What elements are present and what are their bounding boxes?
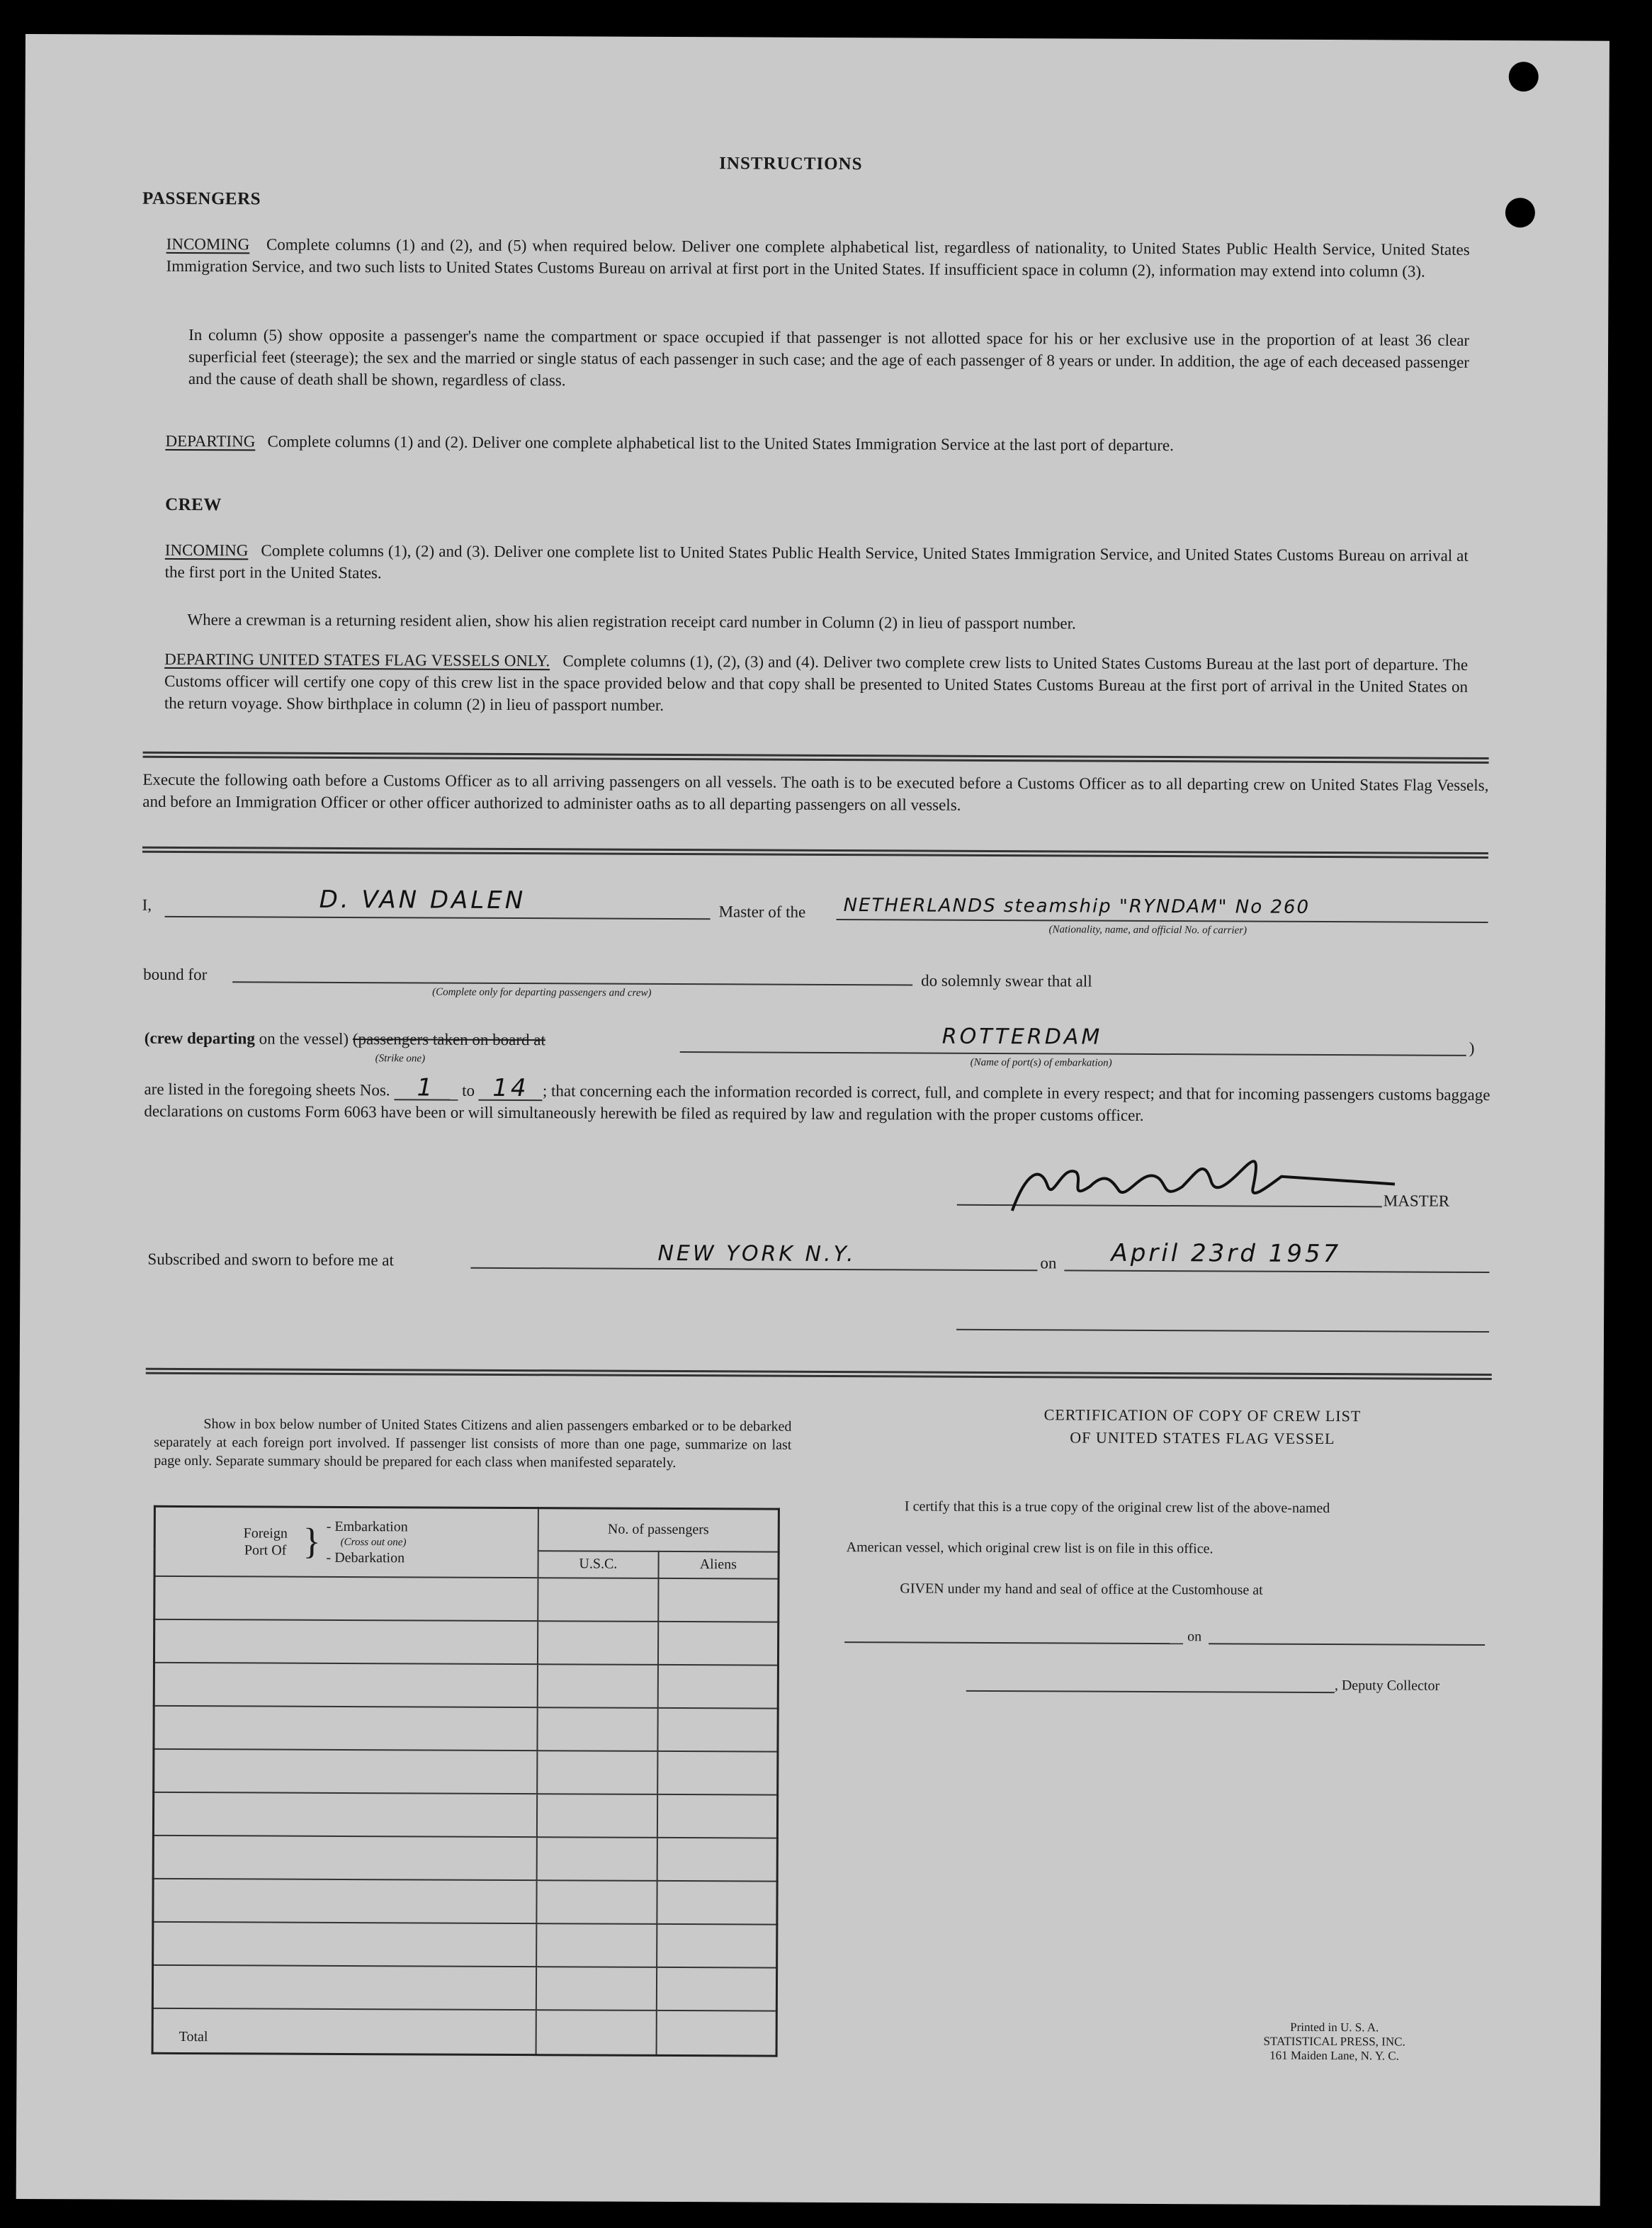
table-row <box>154 1619 778 1665</box>
total-usc-cell[interactable] <box>536 2010 657 2056</box>
aliens-header: Aliens <box>658 1551 779 1578</box>
printer-line-1: Printed in U. S. A. <box>1290 2020 1379 2035</box>
port-cell[interactable] <box>154 1748 538 1793</box>
total-row <box>152 2008 776 2056</box>
master-of-label: Master of the <box>718 903 806 921</box>
crew-departing-option <box>145 1029 545 1049</box>
certification-title-2: OF UNITED STATES FLAG VESSEL <box>1070 1428 1335 1448</box>
usc-cell[interactable] <box>538 1664 658 1708</box>
total-aliens-cell[interactable] <box>656 2010 776 2056</box>
passengers-taken-label: (passengers taken on board at <box>352 1030 545 1049</box>
certification-line-2: American vessel, which original crew list is on file in this office. <box>846 1539 1213 1557</box>
section-divider <box>143 752 1489 764</box>
port-cell[interactable] <box>154 1576 538 1620</box>
sworn-label: Subscribed and sworn to before me at <box>147 1250 394 1269</box>
crew-departing-label: DEPARTING UNITED STATES FLAG VESSELS ONLY. <box>164 650 550 670</box>
passengers-departing-text: Complete columns (1) and (2). Deliver one complete alphabetical list to the United States Immigration Service at the last port of departure. <box>267 432 1174 455</box>
total-label: Total <box>152 2008 536 2054</box>
crew-departing-text: Complete columns (1), (2), (3) and (4). Deliver two complete crew lists to United States Customs Bureau at the last port of departure. The Customs officer will certify one copy of this crew list in the space provided below and that copy shall be presented to United States Customs Bureau at the first port of arrival in the United States on the return voyage. Show birthplace in column (2) in lieu of passport number. <box>164 652 1469 714</box>
port-cell[interactable] <box>154 1705 538 1750</box>
aliens-cell[interactable] <box>657 1794 777 1838</box>
usc-cell[interactable] <box>536 1923 657 1967</box>
punch-hole <box>1505 198 1535 227</box>
summary-instructions: Show in box below number of United States Citizens and alien passengers embarked or to be debarked separately at each foreign port involved. If passenger list consists of more than one page, summarize on last page only. Separate summary should be prepared for each class when manifested separately. <box>154 1416 792 1471</box>
port-cell[interactable] <box>154 1619 538 1663</box>
oath-intro: Execute the following oath before a Customs Officer as to all arriving passengers on all vessels. The oath is to be executed before a Customs Officer as to all departing crew on United States Flag Vessels, and before an Immigration Officer or other officer authorized to administer oaths as to all departing passengers on all vessels. <box>142 770 1489 814</box>
usc-cell[interactable] <box>538 1578 658 1622</box>
foreign-port-label: Foreign Port Of <box>243 1525 288 1559</box>
table-row <box>154 1662 778 1708</box>
aliens-cell[interactable] <box>657 1837 777 1881</box>
sheet-to: 14 <box>479 1078 543 1101</box>
passengers-departing-label: DEPARTING <box>165 431 256 451</box>
crew-resident-paragraph: Where a crewman is a returning resident alien, show his alien registration receipt card number in Column (2) in lieu of passport number. <box>187 611 1076 633</box>
listed-paragraph <box>144 1073 1490 1128</box>
port-cell[interactable] <box>152 1964 536 2009</box>
table-row <box>154 1748 778 1794</box>
port-cell[interactable] <box>153 1878 537 1923</box>
certification-line-3: GIVEN under my hand and seal of office at the Customhouse at <box>900 1580 1263 1598</box>
close-paren: ) <box>1469 1039 1475 1057</box>
aliens-cell[interactable] <box>658 1578 779 1622</box>
table-row <box>154 1705 778 1751</box>
swear-label: do solemnly swear that all <box>921 971 1092 990</box>
crew-incoming-text: Complete columns (1), (2) and (3). Deliver one complete list to United States Public Health Service, United States Immigration Service, and United States Customs Bureau on arrival at the first port in the United States. <box>164 541 1469 582</box>
port-caption: (Name of port(s) of embarkation) <box>970 1056 1112 1069</box>
vessel-caption: (Nationality, name, and official No. of carrier) <box>1048 924 1248 937</box>
vessel-line <box>837 919 1488 923</box>
embarkation-label: - Embarkation <box>326 1518 408 1535</box>
column5-paragraph: In column (5) show opposite a passenger's name the compartment or space occupied if that passenger is not allotted space for his or her exclusive use in the proportion of at least 36 clear superficial feet (steerage); the sex and the married or single status of each passenger in such case; and the age of each passenger of 8 years or under. In addition, the age of each deceased passenger and the cause of death shall be shown, regardless of class. <box>188 326 1470 390</box>
crew-incoming-label: INCOMING <box>164 541 249 560</box>
sworn-date: April 23rd 1957 <box>1111 1238 1342 1269</box>
sworn-date-line <box>1064 1269 1489 1273</box>
on-vessel-label: on the vessel) <box>259 1029 349 1048</box>
listed-label: are listed in the foregoing sheets Nos. <box>144 1080 390 1099</box>
certification-on-label: on <box>1187 1629 1202 1645</box>
sworn-place-line <box>470 1267 1037 1271</box>
section-divider <box>146 1368 1492 1380</box>
port-cell[interactable] <box>153 1921 537 1966</box>
i-label: I, <box>142 895 152 914</box>
printer-line-3: 161 Maiden Lane, N. Y. C. <box>1269 2048 1399 2063</box>
crew-departing-label: (crew departing <box>144 1029 255 1048</box>
table-row <box>154 1576 779 1622</box>
usc-cell[interactable] <box>537 1837 657 1881</box>
usc-cell[interactable] <box>538 1621 658 1665</box>
aliens-cell[interactable] <box>657 1621 778 1665</box>
to-label: to <box>462 1081 475 1099</box>
aliens-cell[interactable] <box>656 1967 776 2011</box>
usc-cell[interactable] <box>538 1707 658 1751</box>
printer-imprint <box>1243 2020 1427 2064</box>
sworn-place: NEW YORK N.Y. <box>657 1240 856 1267</box>
crew-heading: CREW <box>165 494 222 515</box>
section-divider <box>142 847 1488 859</box>
crew-incoming-paragraph <box>165 539 1469 589</box>
master-name-line <box>165 916 711 920</box>
crew-departing-paragraph <box>164 648 1468 720</box>
port-cell[interactable] <box>153 1835 537 1879</box>
passengers-incoming-label: INCOMING <box>166 234 250 254</box>
table-row <box>153 1835 777 1881</box>
port-cell[interactable] <box>154 1662 538 1707</box>
port-line <box>680 1051 1466 1056</box>
officer-signature-line <box>956 1329 1489 1333</box>
usc-cell[interactable] <box>537 1794 657 1838</box>
passengers-incoming-paragraph <box>166 233 1470 283</box>
certification-title-1: CERTIFICATION OF COPY OF CREW LIST <box>1043 1406 1362 1425</box>
passengers-departing-paragraph <box>165 430 1469 458</box>
passenger-summary-table <box>152 1505 780 2057</box>
listed-rest: ; that concerning each the information recorded is correct, full, and complete in every respect; and that for incoming passengers customs baggage declarations on customs Form 6063 have been or will simultaneously herewith be filed as required by law and regulation with the proper customs officer. <box>144 1082 1490 1124</box>
certification-date-line[interactable] <box>1209 1643 1485 1646</box>
deputy-collector-label: , Deputy Collector <box>1334 1678 1440 1694</box>
punch-hole <box>1509 62 1539 91</box>
page-title: INSTRUCTIONS <box>719 154 863 174</box>
customhouse-line[interactable] <box>844 1641 1183 1644</box>
usc-cell[interactable] <box>537 1751 657 1794</box>
passengers-heading: PASSENGERS <box>142 188 261 209</box>
usc-header: U.S.C. <box>538 1551 659 1578</box>
aliens-cell[interactable] <box>657 1664 778 1708</box>
embarkation-port: ROTTERDAM <box>941 1024 1103 1050</box>
sheet-from: 1 <box>394 1077 458 1100</box>
aliens-cell[interactable] <box>657 1751 778 1794</box>
table-row <box>153 1792 777 1838</box>
strike-caption: (Strike one) <box>375 1053 426 1065</box>
port-header-cell <box>154 1506 538 1577</box>
table-row <box>153 1878 777 1924</box>
bound-for-line <box>232 981 912 985</box>
passengers-incoming-text: Complete columns (1) and (2), and (5) when required below. Deliver one complete alphabetical list, regardless of nationality, to United States Public Health Service, United States Immigration Service, and two such lists to United States Customs Bureau on arrival at first port in the United States. If insufficient space in column (2), information may extend into column (3). <box>166 235 1470 281</box>
master-label: MASTER <box>1383 1192 1450 1210</box>
bound-for-label: bound for <box>143 965 208 984</box>
document-sheet <box>16 34 1609 2206</box>
deputy-signature-line[interactable] <box>966 1690 1335 1693</box>
table-row <box>153 1921 777 1967</box>
printer-line-2: STATISTICAL PRESS, INC. <box>1263 2034 1405 2049</box>
usc-cell[interactable] <box>536 1967 657 2011</box>
port-cell[interactable] <box>153 1792 537 1836</box>
aliens-cell[interactable] <box>657 1923 777 1967</box>
debarkation-label: - Debarkation <box>326 1549 405 1566</box>
master-signature <box>998 1143 1424 1231</box>
table-row <box>152 1964 776 2011</box>
on-label: on <box>1040 1254 1057 1272</box>
aliens-cell[interactable] <box>657 1707 778 1751</box>
certification-line-1: I certify that this is a true copy of the original crew list of the above-named <box>904 1498 1330 1517</box>
usc-cell[interactable] <box>536 1880 657 1924</box>
cross-out-caption: (Cross out one) <box>340 1536 407 1549</box>
no-passengers-header: No. of passengers <box>538 1508 779 1551</box>
vessel-name: NETHERLANDS steamship "RYNDAM" No 260 <box>843 895 1311 918</box>
master-name: D. VAN DALEN <box>319 885 526 915</box>
aliens-cell[interactable] <box>657 1880 777 1924</box>
bound-for-caption: (Complete only for departing passengers and crew) <box>432 986 652 999</box>
brace-icon: } <box>302 1521 321 1562</box>
